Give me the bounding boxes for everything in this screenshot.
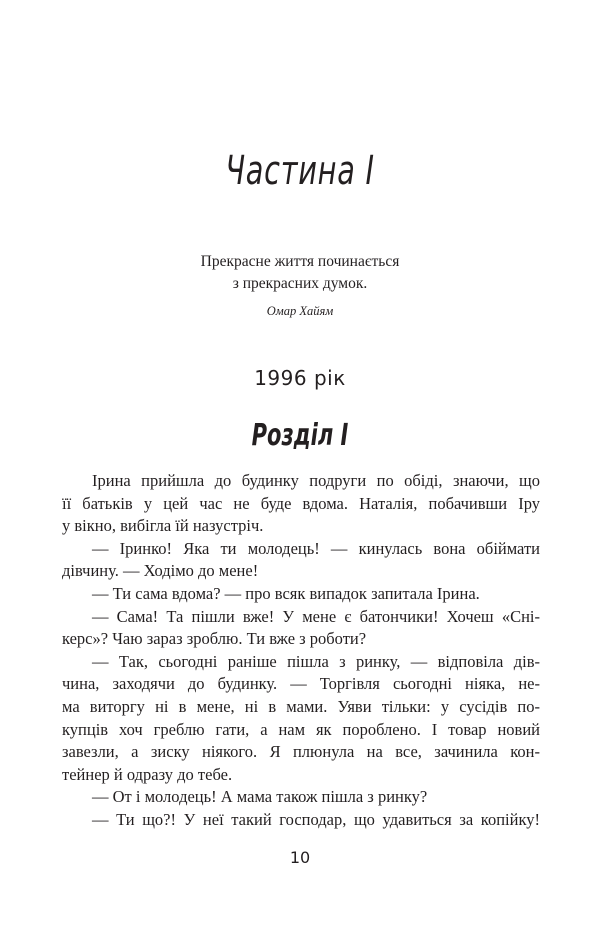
epigraph-line: з прекрасних думок. (232, 275, 368, 292)
text-line: завезли, а зиску ніякого. Я плюнула на все, зачинила кон- (62, 742, 540, 762)
text-line: у вікно, вибігла їй назустріч. (62, 516, 264, 536)
text-line: — От і молодець! А мама також пішла з ринку? (92, 787, 428, 807)
epigraph-author: Омар Хайям (266, 304, 334, 318)
year-heading: 1996 рік (254, 366, 346, 390)
text-line: чина, заходячи до будинку. — Торгівля сьогодні ніяка, не- (62, 674, 540, 694)
text-line: — Іринко! Яка ти молодець! — кинулась вона обіймати (92, 538, 540, 558)
part-title: Частина І (225, 148, 375, 194)
text-line: — Сама! Та пішли вже! У мене є батончики! Хочеш «Сні- (92, 606, 540, 626)
text-line: керс»? Чаю зараз зроблю. Ти вже з роботи? (62, 629, 367, 649)
text-line: — Ти що?! У неї такий господар, що удавиться за копійку! (92, 809, 540, 829)
text-line: її батьків у цей час не буде вдома. Наталія, побачивши Іру (62, 493, 540, 513)
text-line: ма виторгу ні в мене, ні в мами. Уяви тільки: у сусідів по- (62, 696, 540, 716)
text-line: — Так, сьогодні раніше пішла з ринку, — відповіла дів- (92, 651, 540, 671)
text-line: — Ти сама вдома? — про всяк випадок запитала Ірина. (92, 583, 480, 603)
epigraph (0, 251, 600, 295)
body-text (62, 470, 540, 832)
text-line: купців хоч греблю гати, а нам як пороблено. І товар новий (62, 719, 540, 739)
text-line: дівчину. — Ходімо до мене! (62, 561, 259, 581)
epigraph-line: Прекрасне життя починається (200, 253, 400, 270)
text-line: тейнер й одразу до тебе. (62, 764, 233, 784)
chapter-title: Розділ І (251, 418, 349, 453)
page-number: 10 (289, 848, 311, 867)
text-line: Ірина прийшла до будинку подруги по обіді, знаючи, що (92, 471, 540, 490)
